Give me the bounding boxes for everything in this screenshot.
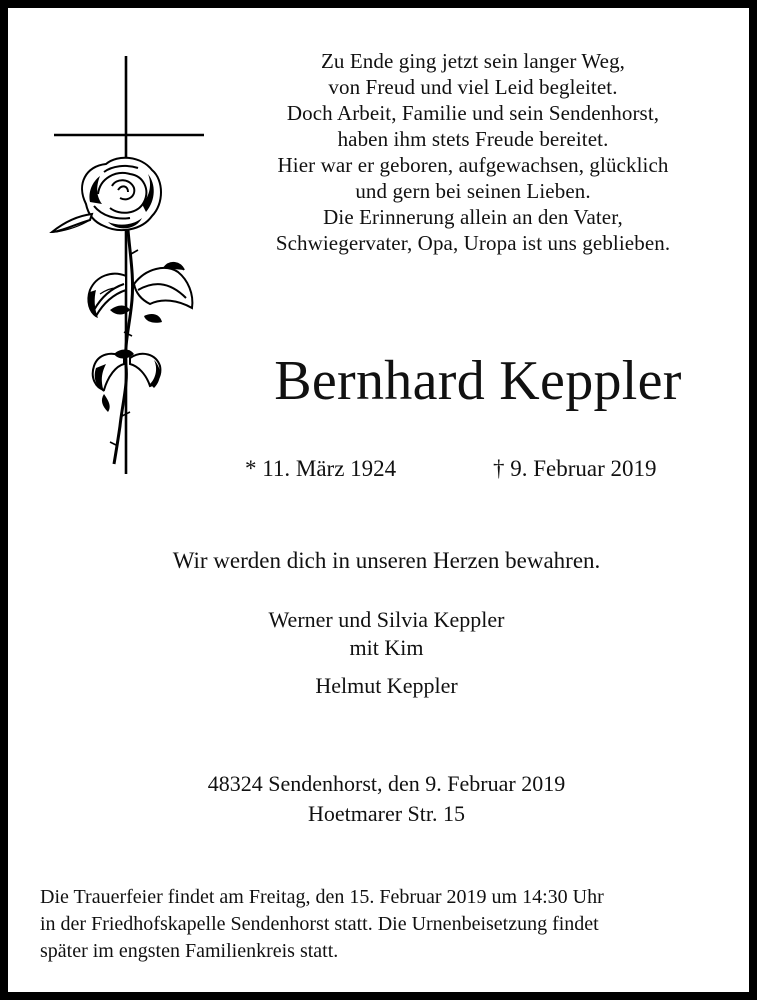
funeral-info-line: später im engsten Familienkreis statt.	[40, 940, 339, 962]
death-date: † 9. Februar 2019	[493, 456, 657, 481]
mourner-line: Helmut Keppler	[315, 673, 458, 698]
mourners-list	[8, 606, 757, 700]
funeral-info-line: in der Friedhofskapelle Sendenhorst statt. Die Urnenbeisetzung findet	[40, 913, 599, 935]
poem-line: Zu Ende ging jetzt sein langer Weg,	[320, 49, 626, 73]
cross-with-rose-icon	[46, 54, 206, 479]
birth-date: * 11. März 1924	[245, 456, 397, 481]
memorial-poem	[228, 48, 718, 256]
poem-line: haben ihm stets Freude bereitet.	[337, 127, 609, 151]
poem-line: Doch Arbeit, Familie und sein Sendenhorst,	[286, 101, 660, 125]
place-and-date	[8, 769, 757, 829]
mourner-line: Werner und Silvia Keppler	[268, 607, 505, 632]
address-line: Hoetmarer Str. 15	[307, 801, 466, 826]
place-date-line: 48324 Sendenhorst, den 9. Februar 2019	[207, 771, 566, 796]
deceased-name: Bernhard Keppler	[274, 350, 682, 412]
poem-line: Hier war er geboren, aufgewachsen, glücklich	[277, 153, 669, 177]
funeral-info	[40, 884, 740, 965]
poem-line: und gern bei seinen Lieben.	[355, 179, 591, 203]
funeral-info-line: Die Trauerfeier findet am Freitag, den 15. Februar 2019 um 14:30 Uhr	[40, 886, 604, 908]
poem-line: Schwiegervater, Opa, Uropa ist uns geblieben.	[275, 231, 671, 255]
poem-line: von Freud und viel Leid begleitet.	[328, 75, 618, 99]
mourner-line: mit Kim	[349, 635, 424, 660]
closing-line: Wir werden dich in unseren Herzen bewahren.	[172, 548, 601, 573]
poem-line: Die Erinnerung allein an den Vater,	[323, 205, 623, 229]
